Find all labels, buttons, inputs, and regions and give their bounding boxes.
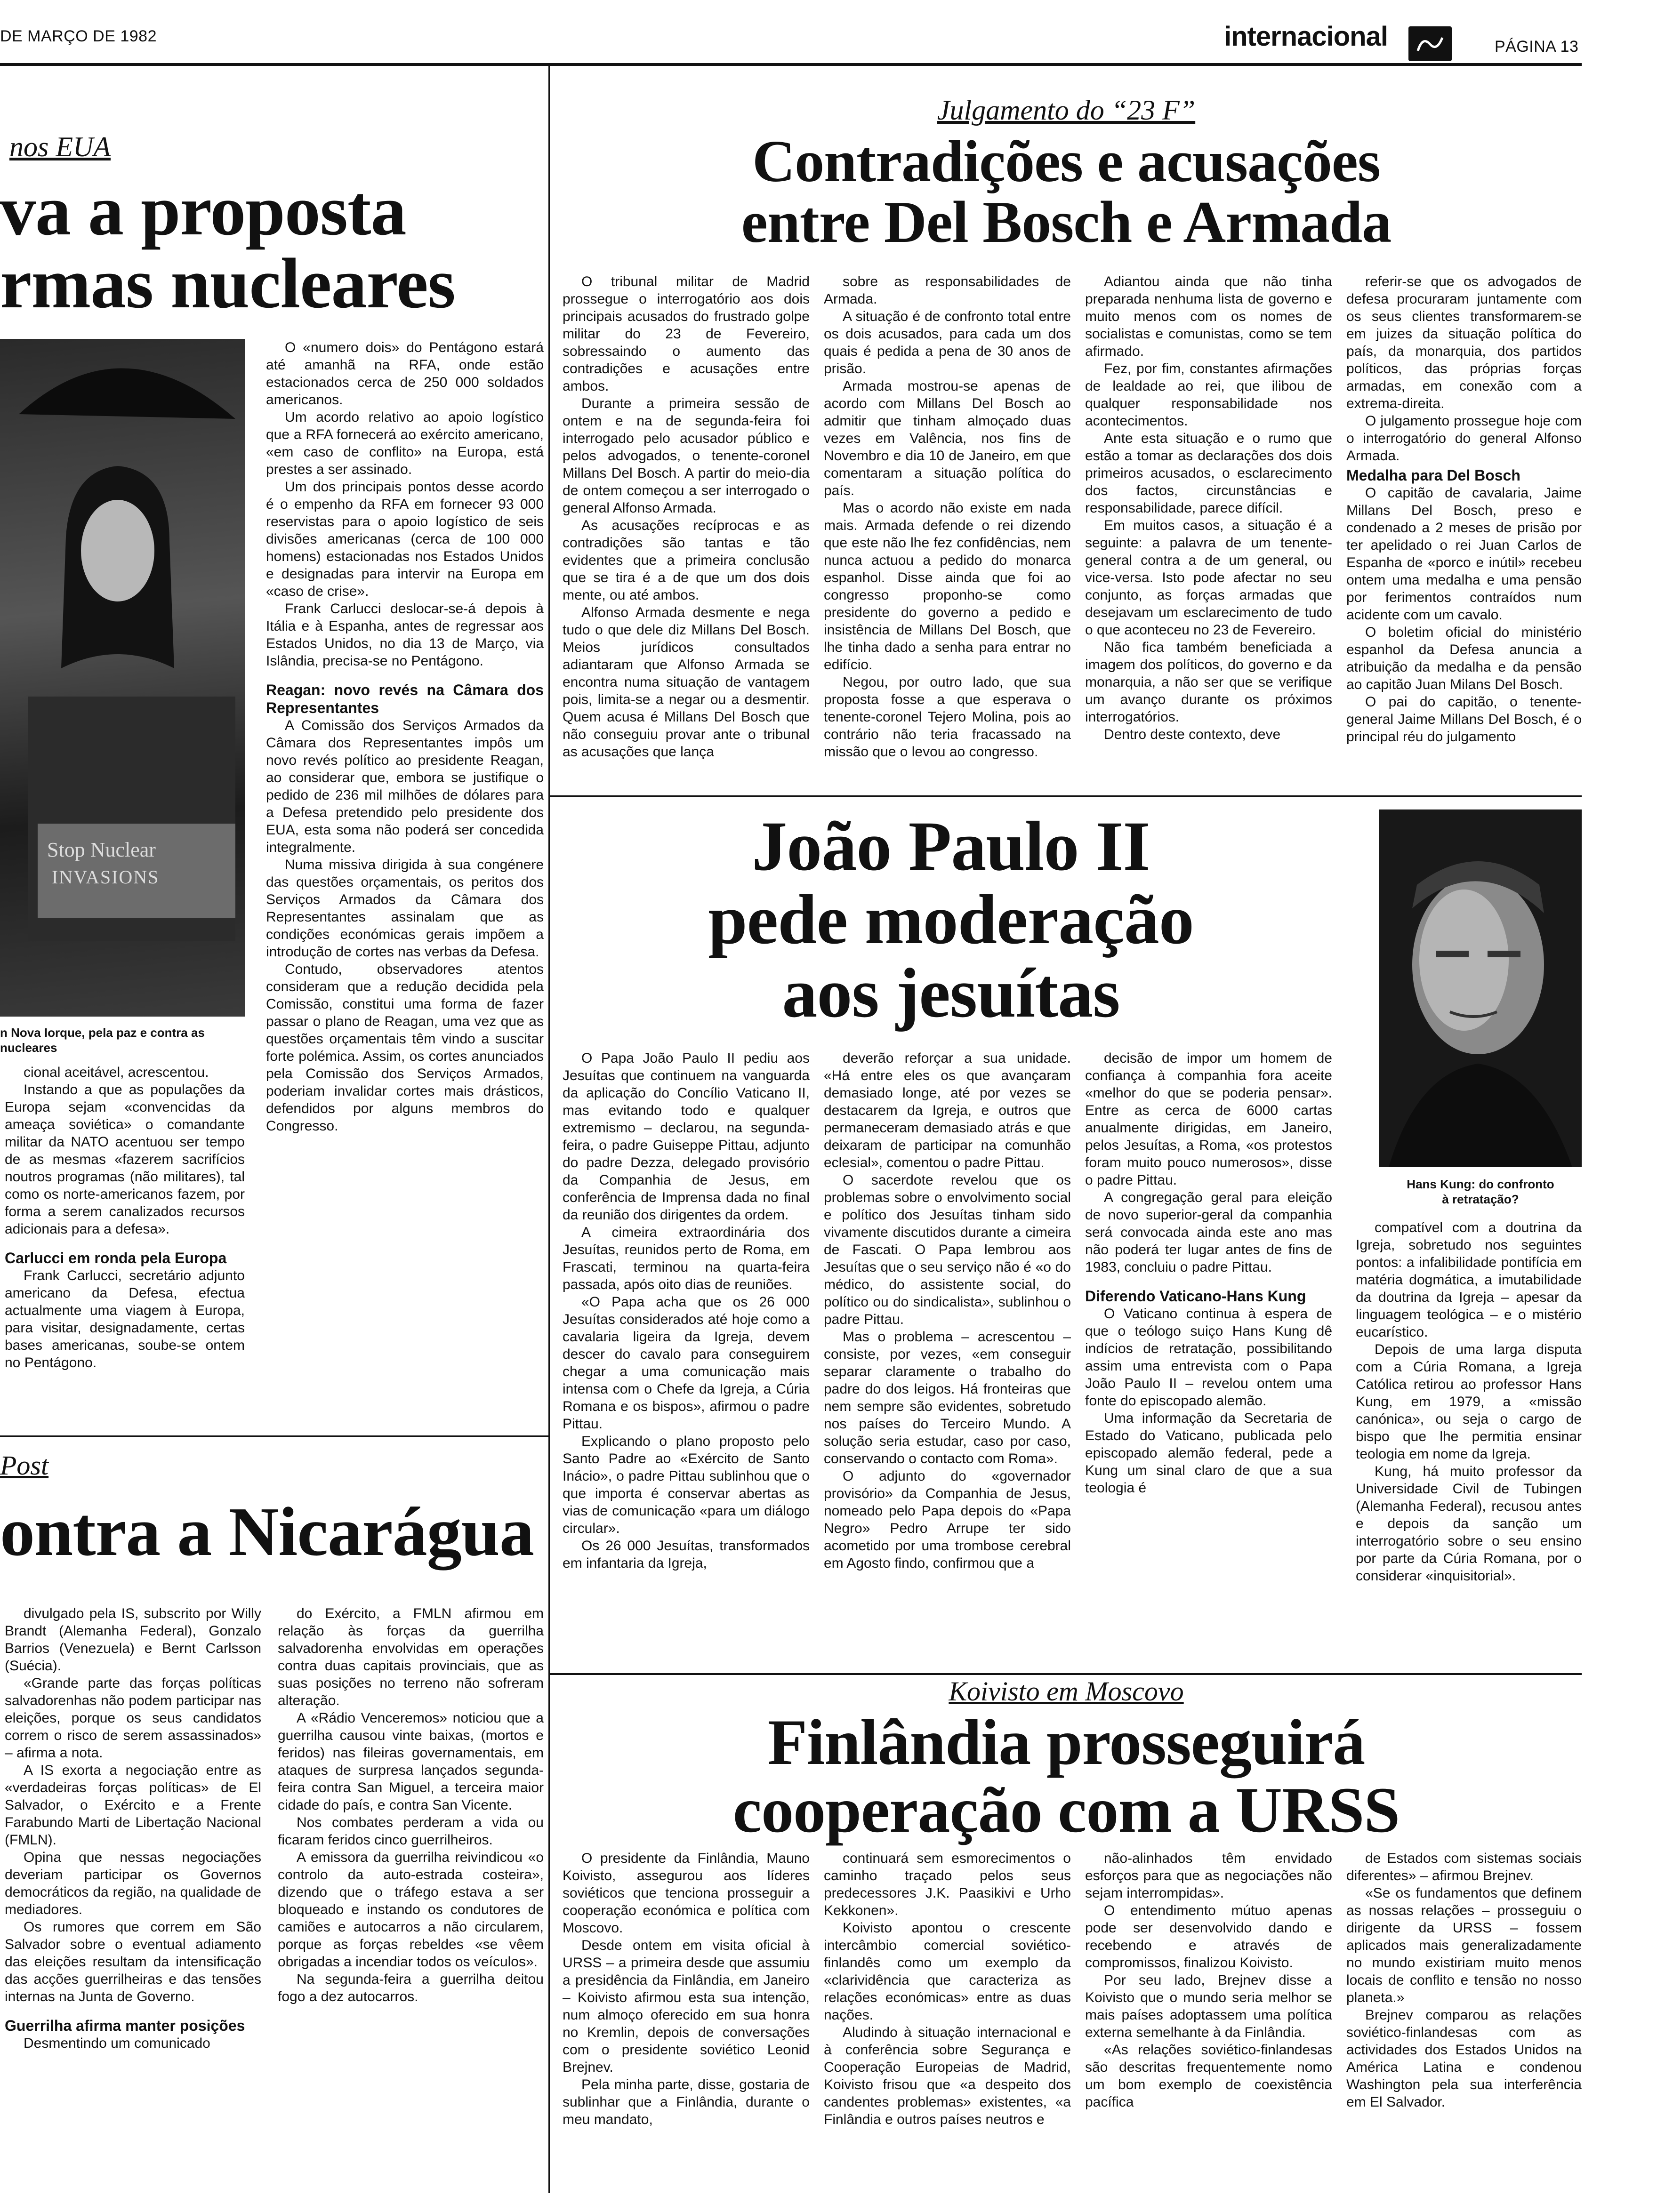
headline-eua (0, 171, 546, 323)
eua-column-2 (266, 339, 544, 1417)
paragraph: Os rumores que correm em São Salvador sobre o eventual adiamento das eleições resultam da intensificação das acções guerrilheiras e das tensões internas na Junta de Governo. (5, 1919, 261, 2004)
paragraph: O Vaticano continua à espera de que o teólogo suiço Hans Kung dê indícios de retratação, possibilitando assim uma entrevista com o Papa João Paulo II – revelou ontem uma fonte do episcopado alemão. (1085, 1306, 1332, 1409)
headline-jesuitas-line-3: aos jesuítas (782, 954, 1120, 1032)
paragraph: Koivisto apontou o crescente intercâmbio comercial soviético-finlandês como um exemplo da «clarividência que caracteriza as relações económicas» entre as duas nações. (824, 1920, 1071, 2023)
paragraph: Brejnev comparou as relações soviético-finlandesas com as actividades dos Estados Unidos na América Latina e condenou Washington pela sua interferência em El Salvador. (1346, 2007, 1582, 2110)
paragraph: A Comissão dos Serviços Armados da Câmara dos Representantes impôs um novo revés político ao presidente Reagan, ao considerar que, embora se justifique o pedido de 236 mil milhões de dólares para a Defesa pretendido pelo presidente dos EUA, esta soma não poderá ser concedida integralmente. (266, 718, 544, 855)
paragraph: Mas o problema – acrescentou – consiste, por vezes, «em conseguir separar claramente o trabalho do padre do dos leigos. Há fronteiras que nem sempre são evidentes, sobretudo nos países do Terceiro Mundo. A solução seria estudar, caso por caso, conservando o contacto com Roma». (824, 1329, 1071, 1467)
jesuitas-column-4 (1356, 1219, 1582, 1666)
paragraph: O julgamento prossegue hoje com o interrogatório do general Alfonso Armada. (1346, 413, 1582, 464)
nicaragua-column-2 (278, 1605, 544, 2193)
paragraph: de Estados com sistemas sociais diferentes» – afirmou Brejnev. (1346, 1851, 1582, 1883)
paragraph: Durante a primeira sessão de ontem e na de segunda-feira foi interrogado pelo acusador público e pelos advogados, o tenente-coronel Millans Del Bosch. A partir do meio-dia de ontem começou a ser interrogado o general Alfonso Armada. (563, 396, 810, 516)
paragraph: deverão reforçar a sua unidade. «Há entre eles os que avançaram demasiado longe, até por vezes se destacarem da Igreja, e outros que permaneceram demasiado atrás e que deixaram de participar na comunhão eclesial», comentou o padre Pittau. (824, 1050, 1071, 1170)
paragraph: O tribunal militar de Madrid prossegue o interrogatório aos dois principais acusados do frustrado golpe militar do 23 de Fevereiro, sobressaindo o aumento das contradições e acusações entre ambos. (563, 274, 810, 394)
bosch-column-2 (824, 273, 1071, 786)
paragraph: As acusações recíprocas e as contradições são tantas e tão evidentes que a primeira conclusão que se tira é a de que um dos dois mente, ou até ambos. (563, 518, 810, 603)
paragraph: Uma informação da Secretaria de Estado do Vaticano, publicada pelo episcopado alemão federal, pede a Kung um sinal claro de que a sua teologia é (1085, 1411, 1332, 1496)
finlandia-column-2 (824, 1850, 1071, 2198)
paragraph: «O Papa acha que os 26 000 Jesuítas considerados até hoje como a cavalaria ligeira da Igreja, devem descer do cavalo para conseguirem chegar a uma comunicação mais intensa com o Chefe da Igreja, a Cúria Romana e os bispos», afirmou o padre Pittau. (563, 1294, 810, 1432)
kicker-koivisto: Koivisto em Moscovo (949, 1676, 1184, 1707)
headline-jesuitas-line-2: pede moderação (708, 881, 1194, 959)
headline-jesuitas (551, 809, 1351, 1030)
paragraph: referir-se que os advogados de defesa procuraram juntamente com os seus clientes transformarem-se em juizes da situação política do país, da monarquia, dos partidos políticos, das próprias forças armadas, em conexão com a extrema-direita. (1346, 274, 1582, 411)
paragraph: Numa missiva dirigida à sua congénere das questões orçamentais, os peritos dos Serviços Armados da Câmara dos Representantes assinalam que as condições económicas gerais impõem a introdução de cortes nas verbas da Defesa. (266, 857, 544, 960)
paragraph: Adiantou ainda que não tinha preparada nenhuma lista de governo e muito menos com os nomes de socialistas e comunistas, como se tem afirmado. (1085, 274, 1332, 359)
caption-hans-kung-line-1: Hans Kung: do confronto (1407, 1177, 1554, 1191)
paragraph: divulgado pela IS, subscrito por Willy Brandt (Alemanha Federal), Gonzalo Barrios (Venezuela) e Bernt Carlsson (Suécia). (5, 1606, 261, 1674)
paragraph: Depois de uma larga disputa com a Cúria Romana, a Igreja Católica retirou ao professor Hans Kung, em 1979, a «missão canónica», ou seja o cargo de bispo que lhe permitia ensinar teologia em nome da Igreja. (1356, 1342, 1582, 1462)
paragraph: O presidente da Finlândia, Mauno Koivisto, assegurou aos líderes soviéticos que tenciona prosseguir a cooperação económica e política com Moscovo. (563, 1851, 810, 1936)
photo-sign-line-2: INVASIONS (52, 866, 160, 888)
caption-protest-line-2: nucleares (0, 1041, 57, 1055)
paragraph: O entendimento mútuo apenas pode ser desenvolvido dando e recebendo e através de compromissos, finalizou Koivisto. (1085, 1903, 1332, 1971)
header-date: DE MARÇO DE 1982 (0, 27, 157, 45)
finlandia-column-4 (1346, 1850, 1582, 2198)
subhead-medalha: Medalha para Del Bosch (1346, 467, 1520, 484)
paragraph: O boletim oficial do ministério espanhol da Defesa anuncia a atribuição da medalha e da pensão ao capitão Juan Milans Del Bosch. (1346, 625, 1582, 692)
subhead-guerrilha: Guerrilha afirma manter posições (5, 2017, 245, 2034)
paragraph: Ante esta situação e o rumo que estão a tomar as declarações dos dois primeiros acusados, o esclarecimento dos factos, circunstâncias e responsabilidade, parece difícil. (1085, 431, 1332, 516)
paragraph: O sacerdote revelou que os problemas sobre o envolvimento social e político dos Jesuítas tinham sido vivamente discutidos durante a cimeira de Fascati. O Papa lembrou aos Jesuítas que o seu serviço não é «o do médico, do assistente social, do político ou do sindicalista», sublinhou o padre Pittau. (824, 1172, 1071, 1327)
paragraph: Instando a que as populações da Europa sejam «convencidas da ameaça soviética» o comandante militar da NATO acentuou ser tempo de as mesmas «fazerem sacrifícios noutros programas (não militares), tal como os norte-americanos fazem, por forma a serem canalizados recursos adicionais para a defesa». (5, 1082, 245, 1237)
paragraph: Alfonso Armada desmente e nega tudo o que dele diz Millans Del Bosch. Meios jurídicos consultados adiantaram que Alfonso Armada se encontra numa situação de vantagem pois, limita-se a negar ou a desmentir. Quem acusa é Millans Del Bosch que não conseguiu provar ante o tribunal as acusações que lança (563, 605, 810, 760)
caption-protest-line-1: n Nova Iorque, pela paz e contra as (0, 1026, 205, 1040)
jesuitas-bottom-rule (550, 1673, 1582, 1675)
paragraph: sobre as responsabilidades de Armada. (824, 274, 1071, 307)
paragraph: Por seu lado, Brejnev disse a Koivisto que o mundo seria melhor se mais países adoptassem uma política externa semelhante à da Finlândia. (1085, 1972, 1332, 2040)
paragraph: O capitão de cavalaria, Jaime Millans Del Bosch, preso e condenado a 2 meses de prisão por ter apelidado o rei Juan Carlos de Espanha de «porco e inútil» recebeu ontem uma medalha e uma pensão por ferimentos contraídos num acidente com um cavalo. (1346, 485, 1582, 623)
paragraph: A «Rádio Venceremos» noticiou que a guerrilha causou vinte baixas, (mortos e feridos) nas fileiras governamentais, em ataques de surpresa lançados segunda-feira contra San Miguel, a terceira maior cidade do país, e contra San Vicente. (278, 1710, 544, 1813)
paragraph: Nos combates perderam a vida ou ficaram feridos cinco guerrilheiros. (278, 1815, 544, 1848)
paragraph: Mas o acordo não existe em nada mais. Armada defende o rei dizendo que este não lhe fez confidências, nem nunca actuou a pedido do monarca espanhol. Disse ainda que foi ao congresso proponho-se como presidente do governo a pedido e insistência de Millans Del Bosch, que lhe tinha dado a senha para entrar no edifício. (824, 500, 1071, 673)
paragraph: Não fica também beneficiada a imagem dos políticos, do governo e da monarquia, a não ser que se verifique um avanço durante os próximos interrogatórios. (1085, 640, 1332, 725)
paragraph: Fez, por fim, constantes afirmações de lealdade ao rei, que ilibou de qualquer responsabilidade nos acontecimentos. (1085, 361, 1332, 429)
paragraph: Aludindo à situação internacional e à conferência sobre Segurança e Cooperação Europeias de Madrid, Koivisto frisou que «a despeito dos candentes problemas» existentes, «a Finlândia e outros países neutros e (824, 2025, 1071, 2127)
page-number: PÁGINA 13 (1495, 38, 1579, 56)
headline-finlandia (551, 1708, 1582, 1844)
bosch-column-1 (563, 273, 810, 786)
eua-column-1 (5, 1064, 245, 1412)
nicaragua-column-1 (5, 1605, 261, 2193)
bosch-bottom-rule (550, 795, 1582, 797)
paragraph: O adjunto do «governador provisório» da Companhia de Jesus, nomeado pelo Papa depois do «Papa Negro» Pedro Arrupe ter sido acometido por uma trombose cerebral em Agosto findo, confirmou que a (824, 1468, 1071, 1571)
paragraph: Frank Carlucci, secretário adjunto americano da Defesa, efectua actualmente uma viagem à Europa, para visitar, designadamente, certas bases americanas, soube-se ontem no Pentágono. (5, 1268, 245, 1370)
section-logo-icon (1408, 26, 1452, 61)
paragraph: O «numero dois» do Pentágono estará até amanhã na RFA, onde estão estacionados cerca de 250 000 soldados americanos. (266, 340, 544, 408)
paragraph: A emissora da guerrilha reivindicou «o controlo da auto-estrada costeira», dizendo que o tráfego estava a ser bloqueado e instando os condutores de camiões e autocarros a não circularem, porque as forças rebeldes «se vêem obrigadas a incendiar todos os veículos». (278, 1850, 544, 1970)
column-divider (548, 66, 550, 2193)
paragraph: A congregação geral para eleição de novo superior-geral da companhia será convocada ainda este ano mas não poderá ter lugar antes de fins de 1983, concluiu o padre Pittau. (1085, 1190, 1332, 1275)
finlandia-column-1 (563, 1850, 810, 2198)
paragraph: A situação é de confronto total entre os dois acusados, para cada um dos quais é pedida a pena de 30 anos de prisão. (824, 309, 1071, 377)
paragraph: continuará sem esmorecimentos o caminho traçado pelos seus predecessores J.K. Paasikivi e Urho Kekkonen». (824, 1851, 1071, 1918)
paragraph: Desde ontem em visita oficial à URSS – a primeira desde que assumiu a presidência da Finlândia, em Janeiro – Koivisto afirmou esta sua intenção, num almoço oferecido em sua honra no Kremlin, depois de conversações com o presidente soviético Leonid Brejnev. (563, 1938, 810, 2075)
paragraph: Frank Carlucci deslocar-se-á depois à Itália e à Espanha, antes de regressar aos Estados Unidos, no dia 13 de Março, via Islândia, precisa-se no Pentágono. (266, 601, 544, 669)
photo-protest (0, 339, 245, 1017)
paragraph: Em muitos casos, a situação é a seguinte: a palavra de um tenente-general contra a de um general, ou vice-versa. Isto pode afectar no seu conjunto, as forças armadas que desejavam um esclarecimento de tudo o que aconteceu no 23 de Fevereiro. (1085, 518, 1332, 638)
headline-bosch-line-1: Contradições e acusações (752, 129, 1380, 194)
paragraph: Um dos principais pontos desse acordo é o empenho da RFA em fornecer 93 000 reservistas para o apoio logístico de seis divisões americanas (cerca de 100 000 homens) estacionadas nos Estados Unidos e designadas para intervir na Europa em «caso de crise». (266, 479, 544, 599)
paragraph: Armada mostrou-se apenas de acordo com Millans Del Bosch ao admitir que tinham almoçado duas vezes em Valência, nos fins de Novembro e dia 10 de Janeiro, em que comentaram a situação política do país. (824, 378, 1071, 498)
kicker-post: Post (0, 1450, 49, 1481)
headline-eua-line-2: rmas nucleares (0, 244, 455, 323)
paragraph: Kung, há muito professor da Universidade Civil de Tubingen (Alemanha Federal), recusou antes e depois da sanção um interrogatório sobre o seu ensino por parte da Cúria Romana, por o considerar «inquisitorial». (1356, 1464, 1582, 1584)
paragraph: «Se os fundamentos que definem as nossas relações – prosseguiu o dirigente da URSS – fossem aplicados mais generalizadamente no mundo existiriam muito menos locais de conflito e tensão no nosso planeta.» (1346, 1885, 1582, 2005)
jesuitas-column-2 (824, 1050, 1071, 1666)
paragraph: decisão de impor um homem de confiança à companhia fora aceite «melhor do que se poderia pensar». Entre as cerca de 6000 cartas anualmente dirigidas, em Janeiro, pelos Jesuítas, a Roma, «os protestos foram muito pouco numerosos», disse o padre Pittau. (1085, 1050, 1332, 1188)
headline-eua-line-1: va a proposta (0, 171, 406, 250)
paragraph: Contudo, observadores atentos consideram que a redução decidida pela Comissão, constitui uma forma de fazer passar o plano de Reagan, uma vez que as questões orçamentais têm vindo a suscitar forte polémica. Assim, os cortes anunciados pela Comissão dos Serviços Armados, poderiam invalidar cortes mais drásticos, defendidos por alguns membros do Congresso. (266, 962, 544, 1134)
paragraph: cional aceitável, acrescentou. (24, 1065, 209, 1080)
jesuitas-column-1 (563, 1050, 810, 1666)
paragraph: Opina que nessas negociações deveriam participar os Governos democráticos da região, na qualidade de mediadores. (5, 1850, 261, 1917)
section-title: internacional (1224, 21, 1388, 52)
paragraph: O Papa João Paulo II pediu aos Jesuítas que continuem na vanguarda da aplicação do Concílio Vaticano II, mas evitando todo e qualquer extremismo – declarou, na segunda-feira, o padre Guiseppe Pittau, adjunto do padre Dezza, delegado provisório da Companhia de Jesus, em conferência de Imprensa dada no final da reunião dos dirigentes da ordem. (563, 1050, 810, 1223)
jesuitas-column-3 (1085, 1050, 1332, 1666)
bosch-column-3 (1085, 273, 1332, 786)
eua-bottom-rule (0, 1435, 548, 1437)
paragraph: Um acordo relativo ao apoio logístico que a RFA fornecerá ao exército americano, «em caso de conflito» na Europa, está prestes a ser assinado. (266, 409, 544, 477)
paragraph: A cimeira extraordinária dos Jesuítas, reunidos perto de Roma, em Frascati, terminou na quarta-feira passada, após oito dias de reuniões. (563, 1225, 810, 1292)
headline-bosch (551, 129, 1582, 255)
paragraph: O pai do capitão, o tenente-general Jaime Millans Del Bosch, é o principal réu do julgamento (1346, 694, 1582, 745)
photo-sign-line-1: Stop Nuclear (47, 838, 156, 861)
header-rule (0, 63, 1582, 66)
paragraph: Dentro deste contexto, deve (1104, 727, 1281, 742)
headline-finlandia-line-1: Finlândia prosseguirá (767, 1706, 1365, 1778)
subhead-carlucci: Carlucci em ronda pela Europa (5, 1250, 227, 1266)
kicker-julgamento: Julgamento do “23 F” (937, 95, 1196, 126)
paragraph: compatível com a doutrina da Igreja, sobretudo nos seguintes pontos: a infalibilidade pontifícia em matéria dogmática, a imutabilidade da doutrina da Igreja – apesar da linguagem teológica – e o mistério eucarístico. (1356, 1220, 1582, 1340)
kicker-eua: nos EUA (9, 131, 111, 162)
paragraph: não-alinhados têm envidado esforços para que as negociações não sejam interrompidas». (1085, 1851, 1332, 1901)
headline-bosch-line-2: entre Del Bosch e Armada (741, 189, 1392, 255)
bosch-column-4 (1346, 273, 1582, 786)
paragraph: Negou, por outro lado, que sua proposta fosse a que esperava o tenente-coronel Tejero Molina, pois ao contrário não teria fracassado na missão que o levou ao congresso. (824, 674, 1071, 760)
paragraph: «Grande parte das forças políticas salvadorenhas não podem participar nas eleições, porque os seus candidatos correm o risco de serem assassinados» – afirma a nota. (5, 1675, 261, 1761)
paragraph: Na segunda-feira a guerrilha deitou fogo a dez autocarros. (278, 1972, 544, 2004)
subhead-reagan: Reagan: novo revés na Câmara dos Representantes (266, 681, 544, 716)
paragraph: Pela minha parte, disse, gostaria de sublinhar que a Finlândia, durante o meu mandato, (563, 2077, 810, 2127)
paragraph: do Exército, a FMLN afirmou em relação às forças da guerrilha salvadorenha envolvidas em operações contra duas capitais provinciais, que as suas posições no terreno não sofreram alteração. (278, 1606, 544, 1708)
subhead-vaticano: Diferendo Vaticano-Hans Kung (1085, 1288, 1306, 1305)
headline-nicaragua: ontra a Nicarágua (0, 1493, 534, 1571)
headline-finlandia-line-2: cooperação com a URSS (732, 1774, 1400, 1846)
headline-jesuitas-line-1: João Paulo II (752, 807, 1150, 885)
paragraph: Desmentindo um comunicado (24, 2036, 210, 2051)
caption-protest (0, 1025, 245, 1055)
caption-hans-kung (1379, 1177, 1582, 1207)
finlandia-column-3 (1085, 1850, 1332, 2198)
caption-hans-kung-line-2: à retratação? (1442, 1192, 1519, 1206)
paragraph: Explicando o plano proposto pelo Santo Padre ao «Exército de Santo Inácio», o padre Pittau sublinhou que o que importa é conservar abertas as vias de comunicação «para um diálogo circular». (563, 1434, 810, 1536)
photo-hans-kung (1379, 809, 1582, 1167)
paragraph: A IS exorta a negociação entre as «verdadeiras forças políticas» de El Salvador, o Exército e a Frente Farabundo Marti de Libertação Nacional (FMLN). (5, 1763, 261, 1848)
paragraph: «As relações soviético-finlandesas são descritas frequentemente nomo um bom exemplo de coexistência pacífica (1085, 2042, 1332, 2110)
paragraph: Os 26 000 Jesuítas, transformados em infantaria da Igreja, (563, 1538, 810, 1571)
